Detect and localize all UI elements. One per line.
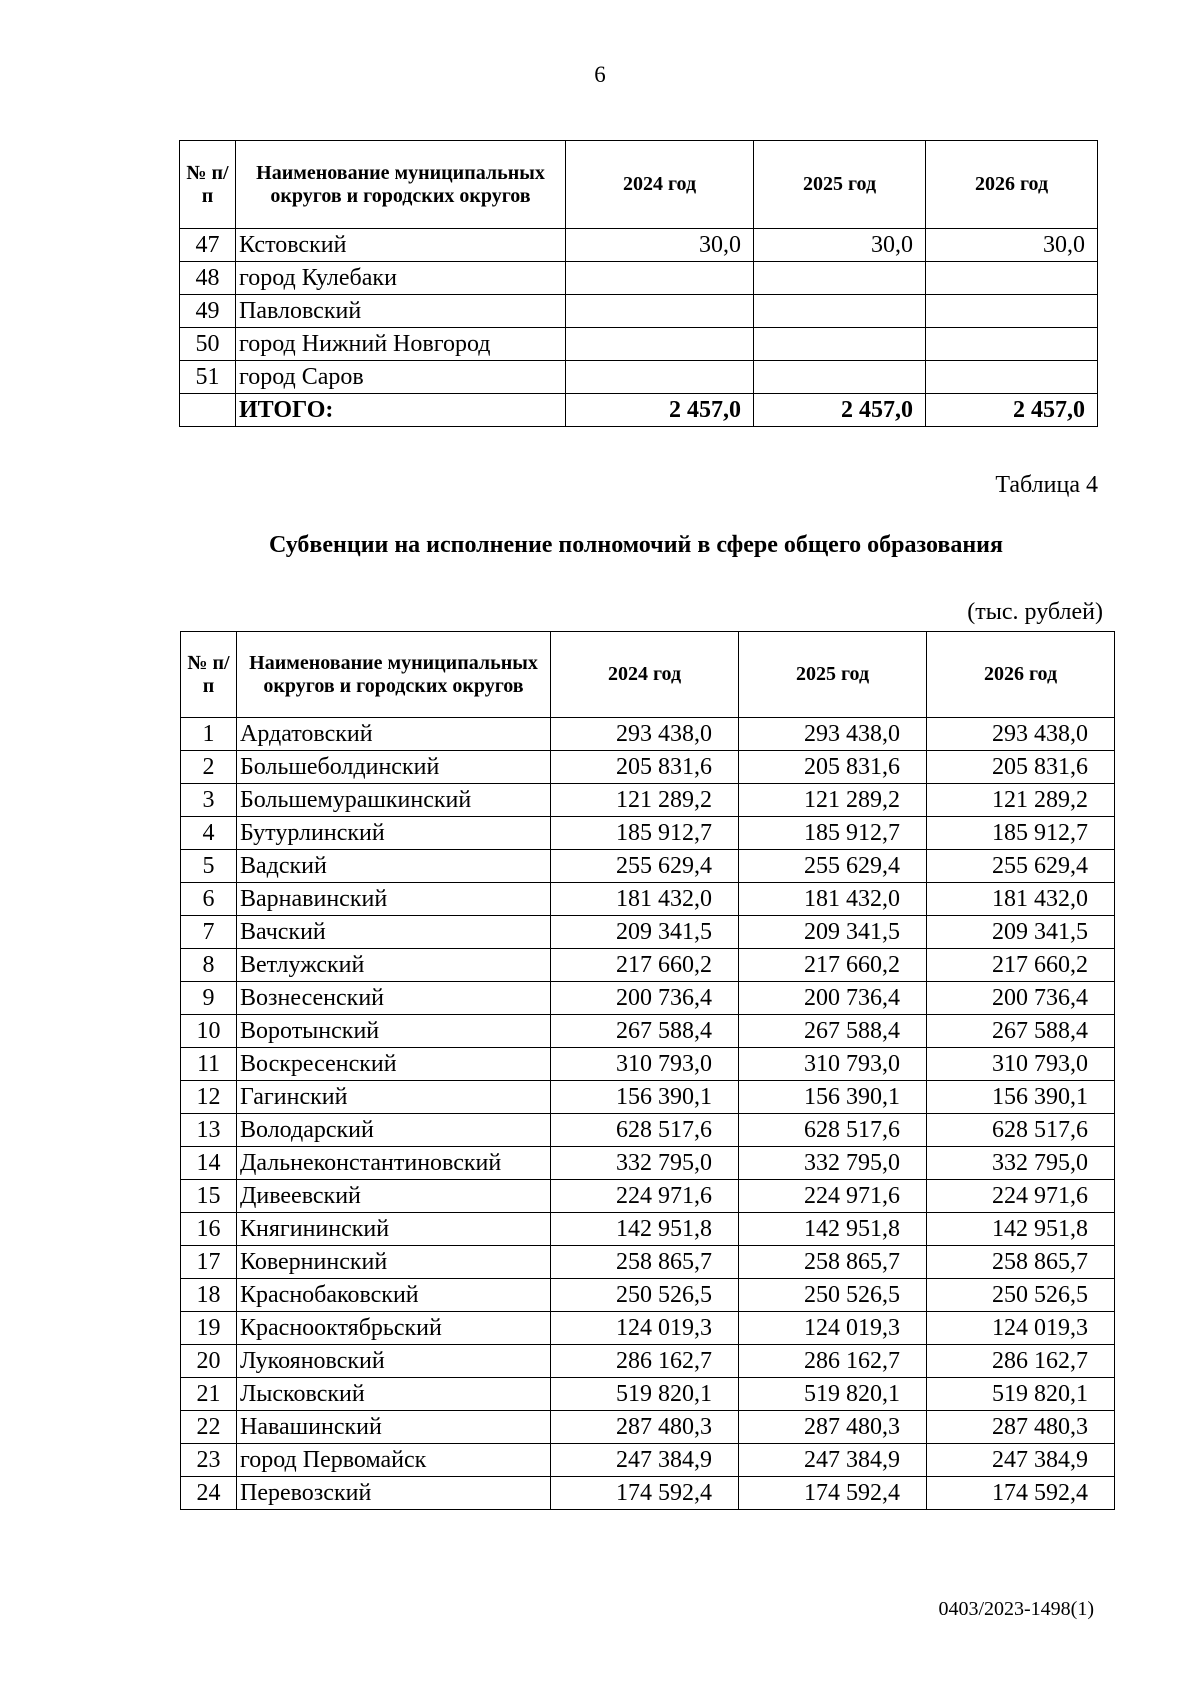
row-value-2025: 287 480,3 bbox=[739, 1411, 927, 1444]
row-name: Навашинский bbox=[237, 1411, 551, 1444]
row-value-2025: 217 660,2 bbox=[739, 949, 927, 982]
row-value-2024: 628 517,6 bbox=[551, 1114, 739, 1147]
table-row bbox=[181, 1114, 1115, 1147]
row-value-2026: 200 736,4 bbox=[927, 982, 1115, 1015]
row-num: 51 bbox=[180, 361, 236, 394]
row-value-2026 bbox=[926, 262, 1098, 295]
row-name: Воскресенский bbox=[237, 1048, 551, 1081]
row-name: Бутурлинский bbox=[237, 817, 551, 850]
header-2024: 2024 год bbox=[551, 632, 739, 718]
row-name: Лысковский bbox=[237, 1378, 551, 1411]
table-header-row bbox=[180, 141, 1098, 229]
header-num: № п/п bbox=[180, 141, 236, 229]
table-row bbox=[181, 916, 1115, 949]
row-value-2025 bbox=[754, 295, 926, 328]
table-row bbox=[181, 883, 1115, 916]
table-row bbox=[180, 262, 1098, 295]
table-row bbox=[181, 1411, 1115, 1444]
row-value-2025: 121 289,2 bbox=[739, 784, 927, 817]
row-value-2026 bbox=[926, 361, 1098, 394]
page-number: 6 bbox=[594, 62, 606, 87]
table-row bbox=[181, 1246, 1115, 1279]
row-value-2025: 250 526,5 bbox=[739, 1279, 927, 1312]
row-name: Кстовский bbox=[236, 229, 566, 262]
row-value-2026: 209 341,5 bbox=[927, 916, 1115, 949]
row-value-2025: 255 629,4 bbox=[739, 850, 927, 883]
row-value-2024: 124 019,3 bbox=[551, 1312, 739, 1345]
table-row bbox=[181, 718, 1115, 751]
row-value-2025: 332 795,0 bbox=[739, 1147, 927, 1180]
table-row bbox=[181, 982, 1115, 1015]
table-row bbox=[180, 328, 1098, 361]
row-name: город Нижний Новгород bbox=[236, 328, 566, 361]
row-value-2024 bbox=[566, 295, 754, 328]
row-value-2025: 286 162,7 bbox=[739, 1345, 927, 1378]
row-value-2025: 124 019,3 bbox=[739, 1312, 927, 1345]
row-num: 1 bbox=[181, 718, 237, 751]
row-num: 24 bbox=[181, 1477, 237, 1510]
row-value-2025: 30,0 bbox=[754, 229, 926, 262]
table-row bbox=[181, 1048, 1115, 1081]
row-num: 23 bbox=[181, 1444, 237, 1477]
row-num: 16 bbox=[181, 1213, 237, 1246]
row-value-2026 bbox=[926, 295, 1098, 328]
row-num: 5 bbox=[181, 850, 237, 883]
row-name: Княгининский bbox=[237, 1213, 551, 1246]
row-num: 14 bbox=[181, 1147, 237, 1180]
table-header-row bbox=[181, 632, 1115, 718]
table-row bbox=[181, 1081, 1115, 1114]
row-num: 12 bbox=[181, 1081, 237, 1114]
total-num-cell bbox=[180, 394, 236, 427]
row-name: Дальнеконстантиновский bbox=[237, 1147, 551, 1180]
row-value-2025 bbox=[754, 262, 926, 295]
row-value-2025: 519 820,1 bbox=[739, 1378, 927, 1411]
row-num: 9 bbox=[181, 982, 237, 1015]
table-row bbox=[181, 1147, 1115, 1180]
row-value-2024: 121 289,2 bbox=[551, 784, 739, 817]
table-row bbox=[181, 817, 1115, 850]
row-value-2024: 267 588,4 bbox=[551, 1015, 739, 1048]
total-value-2026: 2 457,0 bbox=[926, 394, 1098, 427]
header-2025: 2025 год bbox=[739, 632, 927, 718]
row-name: Ковернинский bbox=[237, 1246, 551, 1279]
row-value-2025: 293 438,0 bbox=[739, 718, 927, 751]
row-num: 11 bbox=[181, 1048, 237, 1081]
row-value-2026: 217 660,2 bbox=[927, 949, 1115, 982]
row-value-2024 bbox=[566, 262, 754, 295]
row-value-2024: 30,0 bbox=[566, 229, 754, 262]
row-value-2026: 30,0 bbox=[926, 229, 1098, 262]
row-value-2026: 258 865,7 bbox=[927, 1246, 1115, 1279]
table-row bbox=[180, 295, 1098, 328]
table-row bbox=[181, 1015, 1115, 1048]
row-value-2026: 287 480,3 bbox=[927, 1411, 1115, 1444]
row-name: Варнавинский bbox=[237, 883, 551, 916]
row-num: 48 bbox=[180, 262, 236, 295]
row-value-2025: 205 831,6 bbox=[739, 751, 927, 784]
subvention-table bbox=[180, 631, 1115, 1510]
row-name: Дивеевский bbox=[237, 1180, 551, 1213]
row-value-2024: 286 162,7 bbox=[551, 1345, 739, 1378]
row-value-2024: 205 831,6 bbox=[551, 751, 739, 784]
allocation-table-continued bbox=[179, 140, 1098, 427]
row-name: Краснооктябрьский bbox=[237, 1312, 551, 1345]
row-num: 10 bbox=[181, 1015, 237, 1048]
table-row bbox=[180, 229, 1098, 262]
header-2026: 2026 год bbox=[926, 141, 1098, 229]
row-num: 50 bbox=[180, 328, 236, 361]
header-name: Наименование муниципальных округов и городских округов bbox=[237, 632, 551, 718]
row-value-2026: 121 289,2 bbox=[927, 784, 1115, 817]
row-num: 20 bbox=[181, 1345, 237, 1378]
header-2025: 2025 год bbox=[754, 141, 926, 229]
total-value-2025: 2 457,0 bbox=[754, 394, 926, 427]
row-name: Лукояновский bbox=[237, 1345, 551, 1378]
table-row bbox=[181, 850, 1115, 883]
row-num: 49 bbox=[180, 295, 236, 328]
row-value-2024: 142 951,8 bbox=[551, 1213, 739, 1246]
table-row bbox=[181, 1378, 1115, 1411]
row-value-2024: 209 341,5 bbox=[551, 916, 739, 949]
row-value-2024: 293 438,0 bbox=[551, 718, 739, 751]
row-value-2025: 247 384,9 bbox=[739, 1444, 927, 1477]
row-num: 13 bbox=[181, 1114, 237, 1147]
row-value-2024: 185 912,7 bbox=[551, 817, 739, 850]
header-num: № п/п bbox=[181, 632, 237, 718]
row-name: Ветлужский bbox=[237, 949, 551, 982]
row-num: 3 bbox=[181, 784, 237, 817]
row-value-2026: 224 971,6 bbox=[927, 1180, 1115, 1213]
row-value-2026: 174 592,4 bbox=[927, 1477, 1115, 1510]
table-title: Субвенции на исполнение полномочий в сфере общего образования bbox=[269, 532, 1003, 558]
row-num: 15 bbox=[181, 1180, 237, 1213]
row-value-2024 bbox=[566, 328, 754, 361]
row-num: 47 bbox=[180, 229, 236, 262]
row-value-2026: 142 951,8 bbox=[927, 1213, 1115, 1246]
row-value-2026: 519 820,1 bbox=[927, 1378, 1115, 1411]
row-value-2025: 156 390,1 bbox=[739, 1081, 927, 1114]
row-name: Гагинский bbox=[237, 1081, 551, 1114]
row-value-2024: 332 795,0 bbox=[551, 1147, 739, 1180]
table-row bbox=[181, 1180, 1115, 1213]
row-value-2025 bbox=[754, 361, 926, 394]
row-value-2024: 217 660,2 bbox=[551, 949, 739, 982]
row-value-2026 bbox=[926, 328, 1098, 361]
table-row bbox=[180, 361, 1098, 394]
row-value-2024: 174 592,4 bbox=[551, 1477, 739, 1510]
row-num: 18 bbox=[181, 1279, 237, 1312]
row-value-2024: 250 526,5 bbox=[551, 1279, 739, 1312]
row-name: Перевозский bbox=[237, 1477, 551, 1510]
total-label: ИТОГО: bbox=[236, 394, 566, 427]
row-num: 8 bbox=[181, 949, 237, 982]
row-num: 17 bbox=[181, 1246, 237, 1279]
row-value-2026: 267 588,4 bbox=[927, 1015, 1115, 1048]
row-value-2026: 250 526,5 bbox=[927, 1279, 1115, 1312]
table-label: Таблица 4 bbox=[995, 472, 1098, 498]
row-value-2024: 200 736,4 bbox=[551, 982, 739, 1015]
row-value-2025: 200 736,4 bbox=[739, 982, 927, 1015]
table-row bbox=[181, 1345, 1115, 1378]
row-name: Вачский bbox=[237, 916, 551, 949]
row-num: 19 bbox=[181, 1312, 237, 1345]
header-name: Наименование муниципальных округов и городских округов bbox=[236, 141, 566, 229]
row-name: Большеболдинский bbox=[237, 751, 551, 784]
row-value-2024: 287 480,3 bbox=[551, 1411, 739, 1444]
table-row bbox=[181, 751, 1115, 784]
row-num: 4 bbox=[181, 817, 237, 850]
row-name: Большемурашкинский bbox=[237, 784, 551, 817]
row-name: Ардатовский bbox=[237, 718, 551, 751]
row-name: Володарский bbox=[237, 1114, 551, 1147]
row-value-2024: 156 390,1 bbox=[551, 1081, 739, 1114]
row-value-2025: 258 865,7 bbox=[739, 1246, 927, 1279]
row-value-2025: 224 971,6 bbox=[739, 1180, 927, 1213]
table-row bbox=[181, 784, 1115, 817]
row-value-2025: 209 341,5 bbox=[739, 916, 927, 949]
row-num: 7 bbox=[181, 916, 237, 949]
row-value-2025: 628 517,6 bbox=[739, 1114, 927, 1147]
row-value-2025: 181 432,0 bbox=[739, 883, 927, 916]
row-value-2024: 255 629,4 bbox=[551, 850, 739, 883]
header-2026: 2026 год bbox=[927, 632, 1115, 718]
row-value-2024: 247 384,9 bbox=[551, 1444, 739, 1477]
row-name: Вадский bbox=[237, 850, 551, 883]
table-row bbox=[181, 1477, 1115, 1510]
row-value-2025 bbox=[754, 328, 926, 361]
row-value-2026: 332 795,0 bbox=[927, 1147, 1115, 1180]
table-row bbox=[181, 1279, 1115, 1312]
row-value-2024 bbox=[566, 361, 754, 394]
row-name: город Саров bbox=[236, 361, 566, 394]
row-value-2025: 267 588,4 bbox=[739, 1015, 927, 1048]
row-name: город Кулебаки bbox=[236, 262, 566, 295]
row-value-2026: 156 390,1 bbox=[927, 1081, 1115, 1114]
table-row bbox=[181, 1312, 1115, 1345]
row-num: 2 bbox=[181, 751, 237, 784]
row-name: Краснобаковский bbox=[237, 1279, 551, 1312]
row-num: 6 bbox=[181, 883, 237, 916]
row-name: город Первомайск bbox=[237, 1444, 551, 1477]
row-value-2026: 293 438,0 bbox=[927, 718, 1115, 751]
row-name: Павловский bbox=[236, 295, 566, 328]
row-value-2024: 224 971,6 bbox=[551, 1180, 739, 1213]
header-2024: 2024 год bbox=[566, 141, 754, 229]
row-value-2026: 205 831,6 bbox=[927, 751, 1115, 784]
row-name: Воротынский bbox=[237, 1015, 551, 1048]
row-value-2025: 310 793,0 bbox=[739, 1048, 927, 1081]
units-note: (тыс. рублей) bbox=[967, 599, 1103, 625]
row-value-2024: 519 820,1 bbox=[551, 1378, 739, 1411]
row-num: 21 bbox=[181, 1378, 237, 1411]
row-value-2026: 185 912,7 bbox=[927, 817, 1115, 850]
row-value-2026: 181 432,0 bbox=[927, 883, 1115, 916]
total-value-2024: 2 457,0 bbox=[566, 394, 754, 427]
row-value-2025: 142 951,8 bbox=[739, 1213, 927, 1246]
row-name: Вознесенский bbox=[237, 982, 551, 1015]
row-value-2026: 310 793,0 bbox=[927, 1048, 1115, 1081]
table-row bbox=[181, 1444, 1115, 1477]
document-code: 0403/2023-1498(1) bbox=[938, 1598, 1094, 1620]
row-value-2026: 628 517,6 bbox=[927, 1114, 1115, 1147]
row-value-2026: 255 629,4 bbox=[927, 850, 1115, 883]
row-value-2026: 124 019,3 bbox=[927, 1312, 1115, 1345]
row-value-2024: 310 793,0 bbox=[551, 1048, 739, 1081]
total-row bbox=[180, 394, 1098, 427]
row-value-2026: 247 384,9 bbox=[927, 1444, 1115, 1477]
row-value-2025: 185 912,7 bbox=[739, 817, 927, 850]
row-value-2025: 174 592,4 bbox=[739, 1477, 927, 1510]
row-value-2024: 181 432,0 bbox=[551, 883, 739, 916]
table-row bbox=[181, 1213, 1115, 1246]
row-value-2026: 286 162,7 bbox=[927, 1345, 1115, 1378]
row-value-2024: 258 865,7 bbox=[551, 1246, 739, 1279]
row-num: 22 bbox=[181, 1411, 237, 1444]
table-row bbox=[181, 949, 1115, 982]
